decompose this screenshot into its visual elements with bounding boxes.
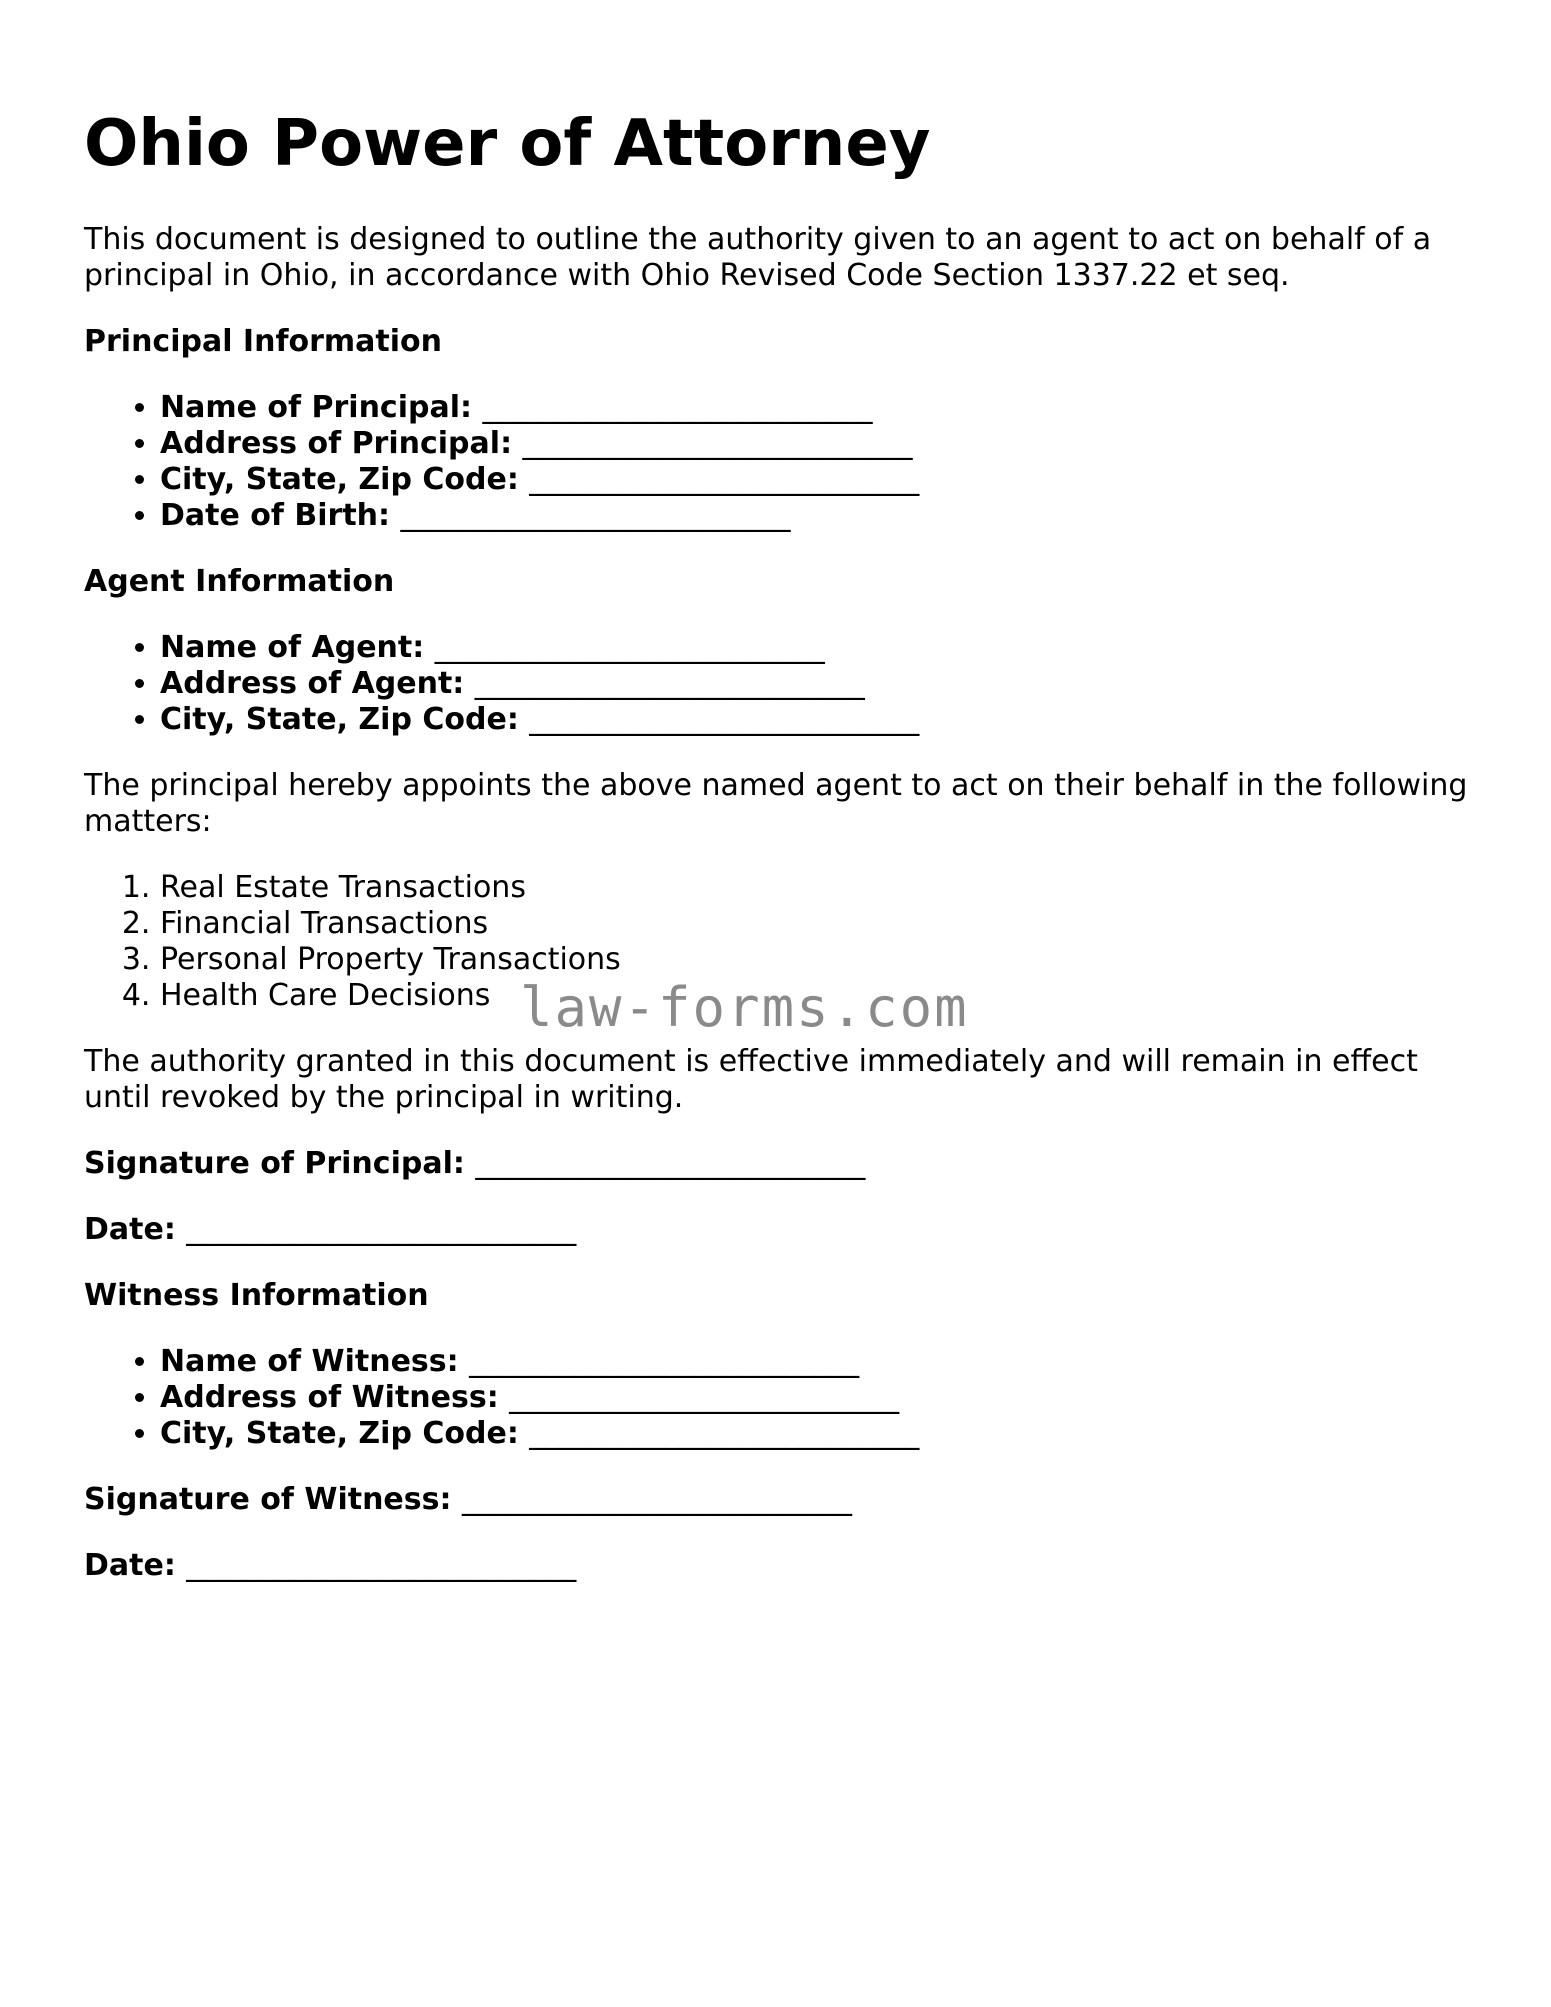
appoint-paragraph: The principal hereby appoints the above named agent to act on their behalf in the following matters: <box>84 768 1468 839</box>
principal-date-line: Date: __________________________ <box>84 1212 577 1247</box>
document-page <box>84 104 1484 1614</box>
principal-heading: Principal Information <box>84 324 443 359</box>
matter-item: 4. Health Care Decisions <box>160 978 1484 1014</box>
blank-line: __________________________ <box>529 1416 920 1451</box>
matter-item: 3. Personal Property Transactions <box>160 942 1484 978</box>
blank-line: __________________________ <box>461 1482 852 1517</box>
agent-address-field: • Address of Agent: __________________________ <box>160 666 1484 702</box>
principal-fields-list <box>84 390 1484 534</box>
witness-signature-line: Signature of Witness: __________________________ <box>84 1482 852 1517</box>
watermark: law-forms.com <box>520 976 969 1039</box>
witness-date-line: Date: __________________________ <box>84 1548 577 1583</box>
witness-name-field: • Name of Witness: __________________________ <box>160 1344 1484 1380</box>
blank-line: __________________________ <box>509 1380 900 1415</box>
witness-fields-list <box>84 1344 1484 1452</box>
blank-line: __________________________ <box>475 1146 866 1181</box>
principal-name-field: • Name of Principal: __________________________ <box>160 390 1484 426</box>
witness-city-field: • City, State, Zip Code: __________________________ <box>160 1416 1484 1452</box>
agent-heading: Agent Information <box>84 564 395 599</box>
principal-city-field: • City, State, Zip Code: __________________________ <box>160 462 1484 498</box>
principal-signature-line: Signature of Principal: __________________________ <box>84 1146 866 1181</box>
effective-paragraph: The authority granted in this document is effective immediately and will remain in effect until revoked by the principal in writing. <box>84 1044 1418 1115</box>
blank-line: __________________________ <box>400 498 791 533</box>
blank-line: __________________________ <box>434 630 825 665</box>
document-title: Ohio Power of Attorney <box>84 107 931 181</box>
blank-line: __________________________ <box>186 1548 577 1583</box>
agent-name-field: • Name of Agent: __________________________ <box>160 630 1484 666</box>
blank-line: __________________________ <box>529 702 920 737</box>
blank-line: __________________________ <box>469 1344 860 1379</box>
witness-address-field: • Address of Witness: __________________________ <box>160 1380 1484 1416</box>
matter-item: 2. Financial Transactions <box>160 906 1484 942</box>
principal-address-field: • Address of Principal: __________________________ <box>160 426 1484 462</box>
principal-dob-field: • Date of Birth: __________________________ <box>160 498 1484 534</box>
blank-line: __________________________ <box>529 462 920 497</box>
blank-line: __________________________ <box>186 1212 577 1247</box>
intro-paragraph: This document is designed to outline the authority given to an agent to act on behalf of a principal in Ohio, in accordance with Ohio Revised Code Section 1337.22 et seq. <box>84 222 1432 293</box>
agent-fields-list <box>84 630 1484 738</box>
blank-line: __________________________ <box>482 390 873 425</box>
agent-city-field: • City, State, Zip Code: __________________________ <box>160 702 1484 738</box>
blank-line: __________________________ <box>522 426 913 461</box>
blank-line: __________________________ <box>474 666 865 701</box>
matter-item: 1. Real Estate Transactions <box>160 870 1484 906</box>
witness-heading: Witness Information <box>84 1278 429 1313</box>
